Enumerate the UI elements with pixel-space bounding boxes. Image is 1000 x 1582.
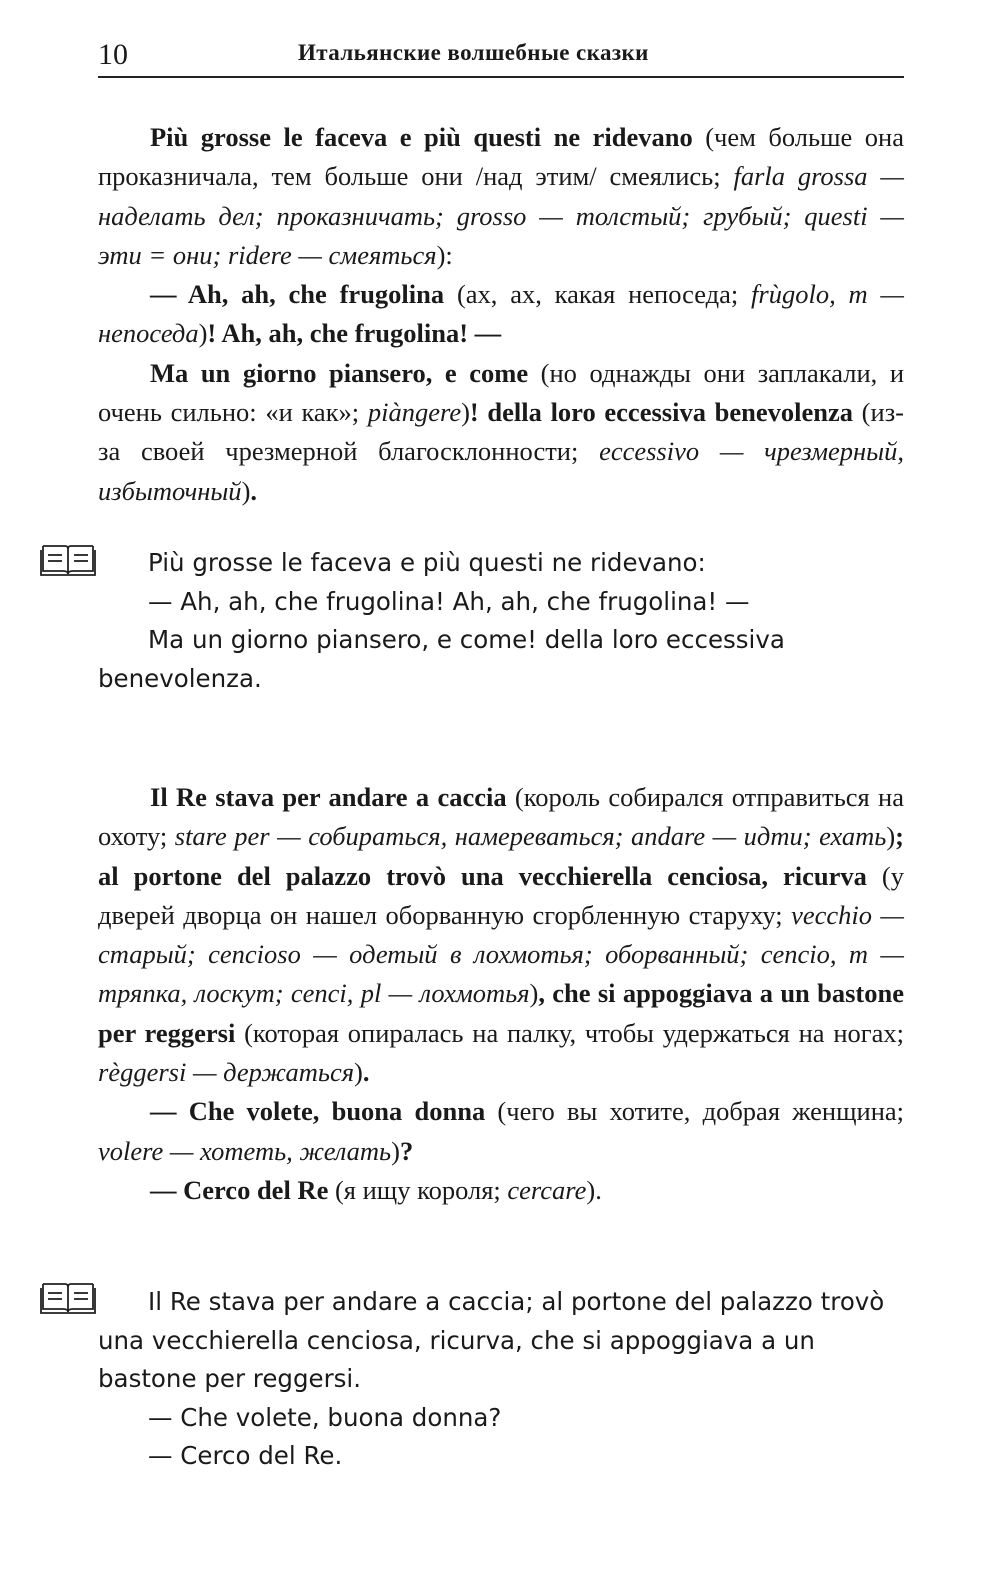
translation-text: )	[529, 978, 539, 1009]
translation-text: (король собирался отправиться на охоту;	[98, 782, 904, 852]
annotated-paragraph	[98, 1092, 904, 1171]
gloss-note: farla grossa — наделать дел; проказничать; grosso — толстый; грубый; questi — эти = они; ridere — смеяться	[98, 161, 904, 270]
original-paragraph: — Ah, ah, che frugolina! Ah, ah, che frugolina! —	[148, 586, 750, 616]
translation-text: (чего вы хотите, добрая женщина;	[485, 1096, 905, 1127]
gloss-note: règgersi — держаться	[98, 1057, 355, 1088]
italian-phrase: ?	[399, 1135, 414, 1166]
annotated-paragraph	[98, 275, 904, 354]
original-text-block-1	[98, 544, 904, 698]
translation-text: )	[354, 1057, 363, 1088]
annotated-paragraph	[98, 118, 904, 275]
gloss-note: stare per — собираться, намереваться; andare — идти; ехать	[174, 821, 887, 852]
annotated-text-block-2	[98, 778, 904, 1210]
annotated-paragraph	[98, 778, 904, 1092]
italian-phrase: Più grosse le faceva e più questi ne ridevano	[150, 122, 693, 152]
italian-phrase: ! Ah, ah, che frugolina! —	[207, 318, 502, 349]
original-text-block-2	[98, 1283, 904, 1476]
translation-text: )	[241, 475, 251, 506]
italian-phrase: Ma un giorno piansero, e come	[150, 357, 529, 388]
gloss-note: cercare	[507, 1174, 587, 1205]
gloss-note: frùgolo, m — непоседа	[98, 279, 904, 349]
original-paragraph: — Cerco del Re.	[148, 1441, 343, 1470]
gloss-note: vecchio — старый; cencioso — одетый в лохмотья; оборванный; cencio, m — тряпка, лоскут; cenci, pl — лохмотья	[98, 899, 904, 1009]
running-title: Итальянские волшебные сказки	[298, 40, 649, 65]
italian-phrase: ! della loro eccessiva benevolenza	[469, 397, 853, 428]
annotated-paragraph	[98, 354, 904, 511]
translation-text: (у дверей дворца он нашел оборванную сгорбленную старуху;	[98, 860, 905, 930]
translation-text: (из-за своей чрезмерной благосклонности;	[98, 397, 904, 467]
annotated-paragraph	[98, 1171, 904, 1210]
gloss-note: volere — хотеть, желать	[98, 1135, 392, 1166]
translation-text: (я ищу короля;	[328, 1174, 508, 1205]
translation-text: )	[198, 318, 208, 349]
translation-text: ):	[436, 239, 453, 270]
italian-phrase: — Ah, ah, che frugolina	[150, 279, 445, 310]
gloss-note: piàngere	[367, 397, 462, 428]
annotated-text-block-1	[98, 118, 904, 511]
translation-text: (ах, ах, какая непоседа;	[444, 279, 752, 310]
italian-phrase: — Che volete, buona donna	[150, 1096, 486, 1127]
translation-text: ).	[586, 1174, 602, 1205]
original-paragraph: — Che volete, buona donna?	[148, 1402, 502, 1432]
italian-phrase: ; al portone del palazzo trovò una vecchierella cenciosa, ricurva	[98, 821, 904, 891]
translation-text: )	[461, 397, 470, 428]
original-paragraph: Il Re stava per andare a caccia; al portone del palazzo trovò una vecchierella cenciosa, ricurva, che si appoggiava a un bastone per reggersi.	[98, 1287, 885, 1393]
italian-phrase: .	[362, 1057, 370, 1088]
italian-phrase: — Cerco del Re	[150, 1174, 329, 1205]
original-paragraph: Ma un giorno piansero, e come! della loro eccessiva benevolenza.	[98, 625, 785, 693]
translation-text: (которая опиралась на палку, чтобы удержаться на ногах;	[235, 1017, 904, 1048]
italian-phrase: Il Re stava per andare a caccia	[150, 782, 507, 812]
original-paragraph: Più grosse le faceva e più questi ne ridevano:	[148, 548, 706, 577]
translation-text: (но однажды они заплакали, и очень сильно: «и как»;	[98, 357, 904, 428]
translation-text: )	[886, 821, 896, 852]
open-book-icon	[40, 1280, 96, 1316]
page-number: 10	[98, 38, 128, 71]
page-header	[98, 30, 904, 78]
italian-phrase: , che si appoggiava a un bastone per reggersi	[98, 978, 904, 1048]
open-book-icon	[40, 542, 96, 578]
translation-text: )	[391, 1135, 400, 1166]
translation-text: (чем больше она проказничала, тем больше они /над этим/ смеялись;	[98, 122, 904, 192]
italian-phrase: .	[250, 475, 258, 506]
gloss-note: eccessivo — чрезмерный, избыточный	[98, 436, 904, 506]
